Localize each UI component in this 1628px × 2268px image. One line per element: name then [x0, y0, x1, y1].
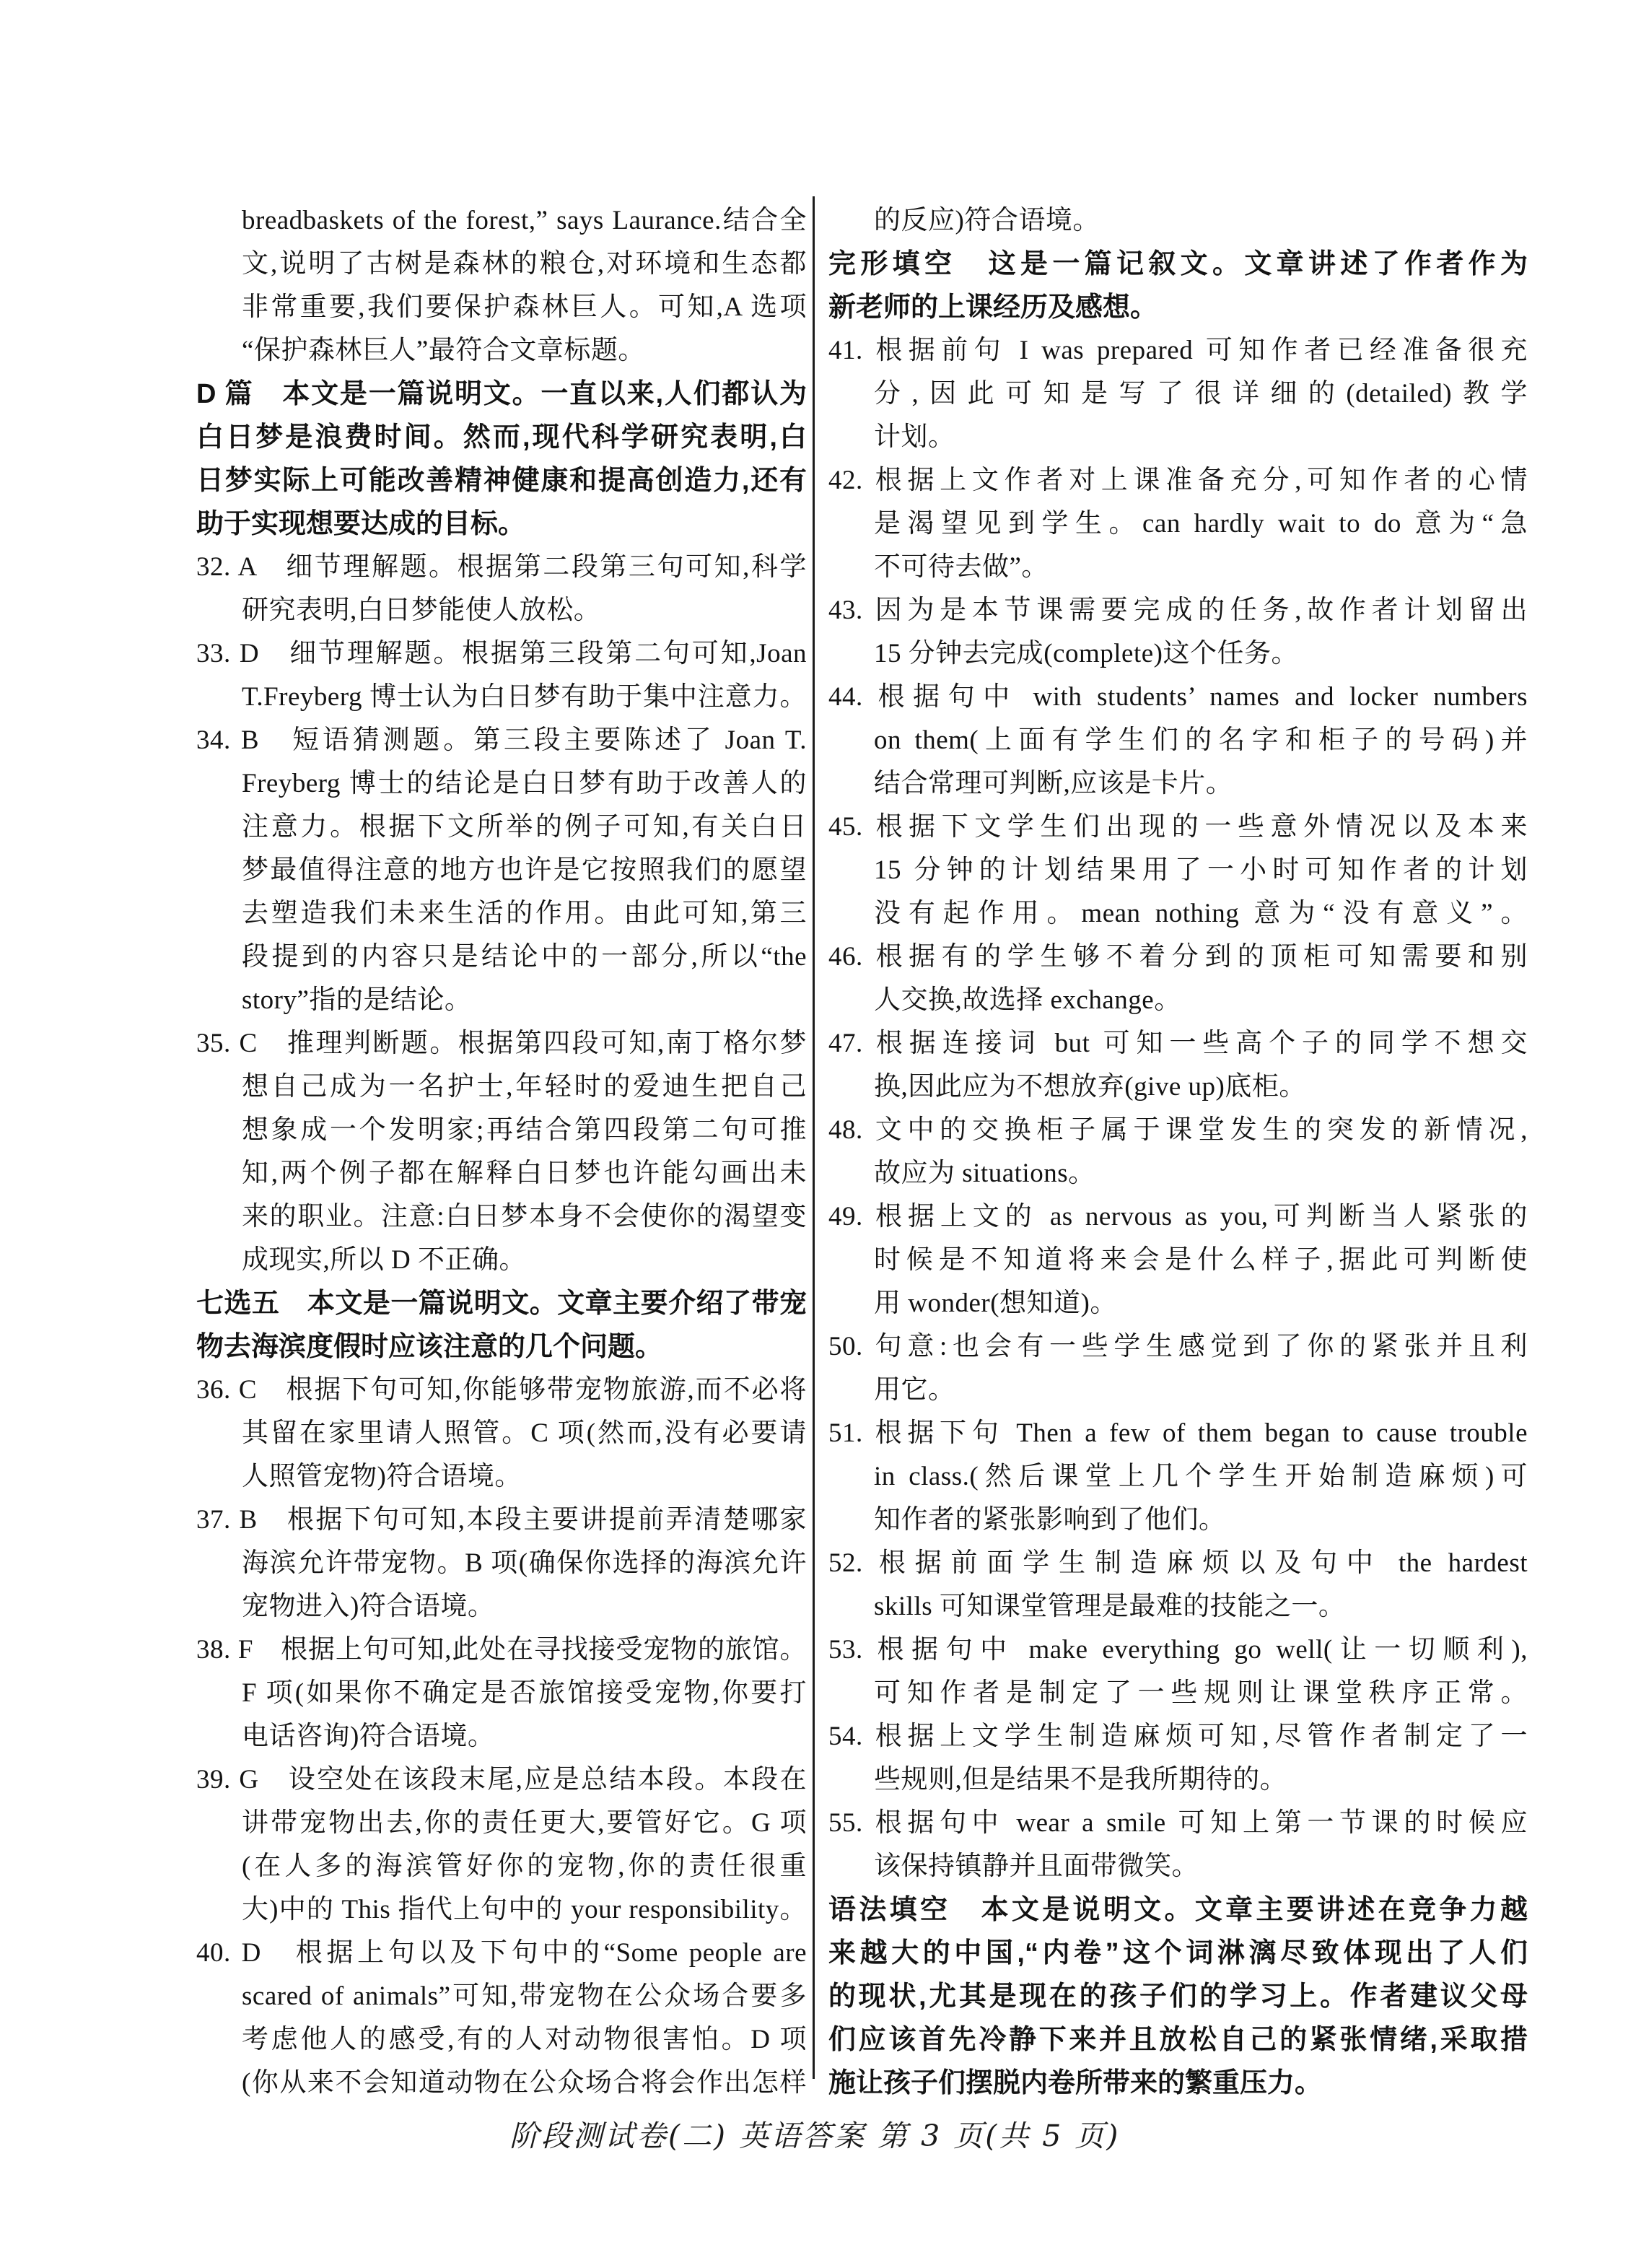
- text-line: 日梦实际上可能改善精神健康和提高创造力,还有: [196, 466, 807, 496]
- text-line: 49. 根据上文的 as nervous as you,可判断当人紧张的: [828, 1202, 1528, 1231]
- text-line: 知作者的紧张影响到了他们。: [874, 1505, 1226, 1535]
- text-line: 41. 根据前句 I was prepared 可知作者已经准备很充: [828, 336, 1528, 365]
- text-line: 电话咨询)符合语境。: [242, 1722, 495, 1751]
- text-line: Freyberg 博士的结论是白日梦有助于改善人的: [242, 769, 807, 798]
- text-line: T.Freyberg 博士认为白日梦有助于集中注意力。: [242, 682, 807, 712]
- text-line: 43. 因为是本节课需要完成的任务,故作者计划留出: [828, 596, 1528, 625]
- text-line: 34. B 短语猜测题。第三段主要陈述了 Joan T.: [196, 725, 807, 755]
- text-line: 可知作者是制定了一些规则让课堂秩序正常。: [874, 1678, 1528, 1708]
- text-line: 来的职业。注意:白日梦本身不会使你的渴望变: [242, 1202, 807, 1231]
- text-line: 的现状,尤其是现在的孩子们的学习上。作者建议父母: [828, 1981, 1528, 2012]
- text-line: 50. 句意:也会有一些学生感觉到了你的紧张并且利: [828, 1332, 1528, 1361]
- text-line: 没有起作用。mean nothing 意为“没有意义”。: [874, 899, 1528, 928]
- text-line: 人交换,故选择 exchange。: [874, 985, 1181, 1015]
- text-line: 语法填空 本文是说明文。文章主要讲述在竞争力越: [828, 1895, 1528, 1925]
- text-line: 用 wonder(想知道)。: [874, 1288, 1117, 1318]
- text-line: 新老师的上课经历及感想。: [828, 292, 1158, 323]
- text-line: 宠物进入)符合语境。: [242, 1592, 495, 1621]
- text-line: 们应该首先冷静下来并且放松自己的紧张情绪,采取措: [828, 2025, 1528, 2055]
- text-line: 来越大的中国,“内卷”这个词淋漓尽致体现出了人们: [828, 1938, 1528, 1968]
- text-line: 成现实,所以 D 不正确。: [242, 1245, 526, 1275]
- text-line: 分,因此可知是写了很详细的(detailed)教学: [874, 379, 1528, 409]
- text-line: 计划。: [874, 422, 955, 452]
- text-line: 52. 根据前面学生制造麻烦以及句中 the hardest: [828, 1548, 1528, 1578]
- text-line: 知,两个例子都在解释白日梦也许能勾画出未: [242, 1159, 807, 1188]
- text-line: 54. 根据上文学生制造麻烦可知,尽管作者制定了一: [828, 1722, 1528, 1751]
- text-line: 海滨允许带宠物。B 项(确保你选择的海滨允许: [242, 1548, 807, 1578]
- text-line: 白日梦是浪费时间。然而,现代科学研究表明,白: [196, 422, 807, 453]
- text-line: 33. D 细节理解题。根据第三段第二句可知,Joan: [196, 639, 807, 668]
- text-line: D 篇 本文是一篇说明文。一直以来,人们都认为: [196, 379, 807, 409]
- text-line: 七选五 本文是一篇说明文。文章主要介绍了带宠: [196, 1288, 807, 1319]
- text-line: 55. 根据句中 wear a smile 可知上第一节课的时候应: [828, 1808, 1528, 1838]
- text-line: 助于实现想要达成的目标。: [196, 509, 526, 539]
- text-line: 37. B 根据下句可知,本段主要讲提前弄清楚哪家: [196, 1505, 807, 1535]
- text-line: 35. C 推理判断题。根据第四段可知,南丁格尔梦: [196, 1029, 807, 1058]
- text-line: 的反应)符合语境。: [874, 206, 1100, 235]
- text-line: 想自己成为一名护士,年轻时的爱迪生把自己: [242, 1072, 807, 1102]
- text-line: in class.(然后课堂上几个学生开始制造麻烦)可: [874, 1462, 1528, 1491]
- text-line: (在人多的海滨管好你的宠物,你的责任很重: [242, 1852, 807, 1881]
- text-line: 15 分钟去完成(complete)这个任务。: [874, 639, 1298, 668]
- text-line: 段提到的内容只是结论中的一部分,所以“the: [242, 942, 807, 972]
- text-line: 40. D 根据上句以及下句中的“Some people are: [196, 1938, 807, 1968]
- text-line: 人照管宠物)符合语境。: [242, 1462, 522, 1491]
- text-line: 考虑他人的感受,有的人对动物很害怕。D 项: [242, 2025, 807, 2054]
- text-line: 其留在家里请人照管。C 项(然而,没有必要请: [242, 1418, 807, 1448]
- text-line: 是渴望见到学生。can hardly wait to do 意为“急: [874, 509, 1528, 538]
- text-line: 注意力。根据下文所举的例子可知,有关白日: [242, 812, 807, 842]
- text-line: skills 可知课堂管理是最难的技能之一。: [874, 1592, 1346, 1621]
- text-line: 大)中的 This 指代上句中的 your responsibility。: [242, 1895, 807, 1924]
- text-line: 46. 根据有的学生够不着分到的顶柜可知需要和别: [828, 942, 1528, 972]
- text-line: 42. 根据上文作者对上课准备充分,可知作者的心情: [828, 466, 1528, 495]
- text-line: 用它。: [874, 1375, 955, 1405]
- text-line: 梦最值得注意的地方也许是它按照我们的愿望: [242, 855, 807, 885]
- text-line: story”指的是结论。: [242, 985, 472, 1015]
- text-line: 去塑造我们未来生活的作用。由此可知,第三: [242, 899, 807, 928]
- text-line: 非常重要,我们要保护森林巨人。可知,A 选项: [242, 292, 807, 322]
- text-line: 32. A 细节理解题。根据第二段第三句可知,科学: [196, 552, 807, 582]
- text-line: scared of animals”可知,带宠物在公众场合要多: [242, 1981, 807, 2011]
- text-line: 38. F 根据上句可知,此处在寻找接受宠物的旅馆。: [196, 1635, 807, 1665]
- text-line: 44. 根据句中 with students’ names and locker numbers: [828, 682, 1528, 712]
- left-column: [196, 200, 807, 2106]
- text-line: on them(上面有学生们的名字和柜子的号码)并: [874, 725, 1528, 755]
- text-line: 该保持镇静并且面带微笑。: [874, 1852, 1199, 1881]
- text-line: 换,因此应为不想放弃(give up)底柜。: [874, 1072, 1306, 1102]
- text-line: 39. G 设空处在该段末尾,应是总结本段。本段在: [196, 1765, 807, 1794]
- text-line: 45. 根据下文学生们出现的一些意外情况以及本来: [828, 812, 1528, 842]
- text-line: 36. C 根据下句可知,你能够带宠物旅游,而不必将: [196, 1375, 807, 1405]
- text-line: 讲带宠物出去,你的责任更大,要管好它。G 项: [242, 1808, 807, 1838]
- text-line: 51. 根据下句 Then a few of them began to cause trouble: [828, 1418, 1528, 1448]
- text-line: 不可待去做”。: [874, 552, 1049, 582]
- right-column: [828, 200, 1528, 2106]
- text-line: F 项(如果你不确定是否旅馆接受宠物,你要打: [242, 1678, 807, 1708]
- text-line: 故应为 situations。: [874, 1159, 1095, 1188]
- text-line: 研究表明,白日梦能使人放松。: [242, 596, 601, 625]
- text-line: 47. 根据连接词 but 可知一些高个子的同学不想交: [828, 1029, 1528, 1058]
- text-line: 施让孩子们摆脱内卷所带来的繁重压力。: [828, 2068, 1323, 2098]
- text-line: 时候是不知道将来会是什么样子,据此可判断使: [874, 1245, 1528, 1275]
- text-line: 结合常理可判断,应该是卡片。: [874, 769, 1233, 798]
- text-line: 些规则,但是结果不是我所期待的。: [874, 1765, 1287, 1794]
- text-line: 想象成一个发明家;再结合第四段第二句可推: [242, 1115, 807, 1145]
- text-line: 53. 根据句中 make everything go well(让一切顺利),: [828, 1635, 1528, 1665]
- column-divider-line: [813, 196, 815, 2079]
- text-line: 文,说明了古树是森林的粮仓,对环境和生态都: [242, 249, 807, 279]
- text-line: 物去海滨度假时应该注意的几个问题。: [196, 1332, 663, 1362]
- text-line: 15 分钟的计划结果用了一小时可知作者的计划: [874, 855, 1528, 885]
- text-line: 48. 文中的交换柜子属于课堂发生的突发的新情况,: [828, 1115, 1528, 1145]
- text-line: (你从来不会知道动物在公众场合将会作出怎样: [242, 2068, 807, 2098]
- text-line: “保护森林巨人”最符合文章标题。: [242, 336, 645, 365]
- text-line: 完形填空 这是一篇记叙文。文章讲述了作者作为: [828, 249, 1528, 279]
- page-footer: 阶段测试卷(二) 英语答案 第 3 页(共 5 页): [509, 2119, 1121, 2153]
- text-line: breadbaskets of the forest,” says Laurance.结合全: [242, 206, 807, 235]
